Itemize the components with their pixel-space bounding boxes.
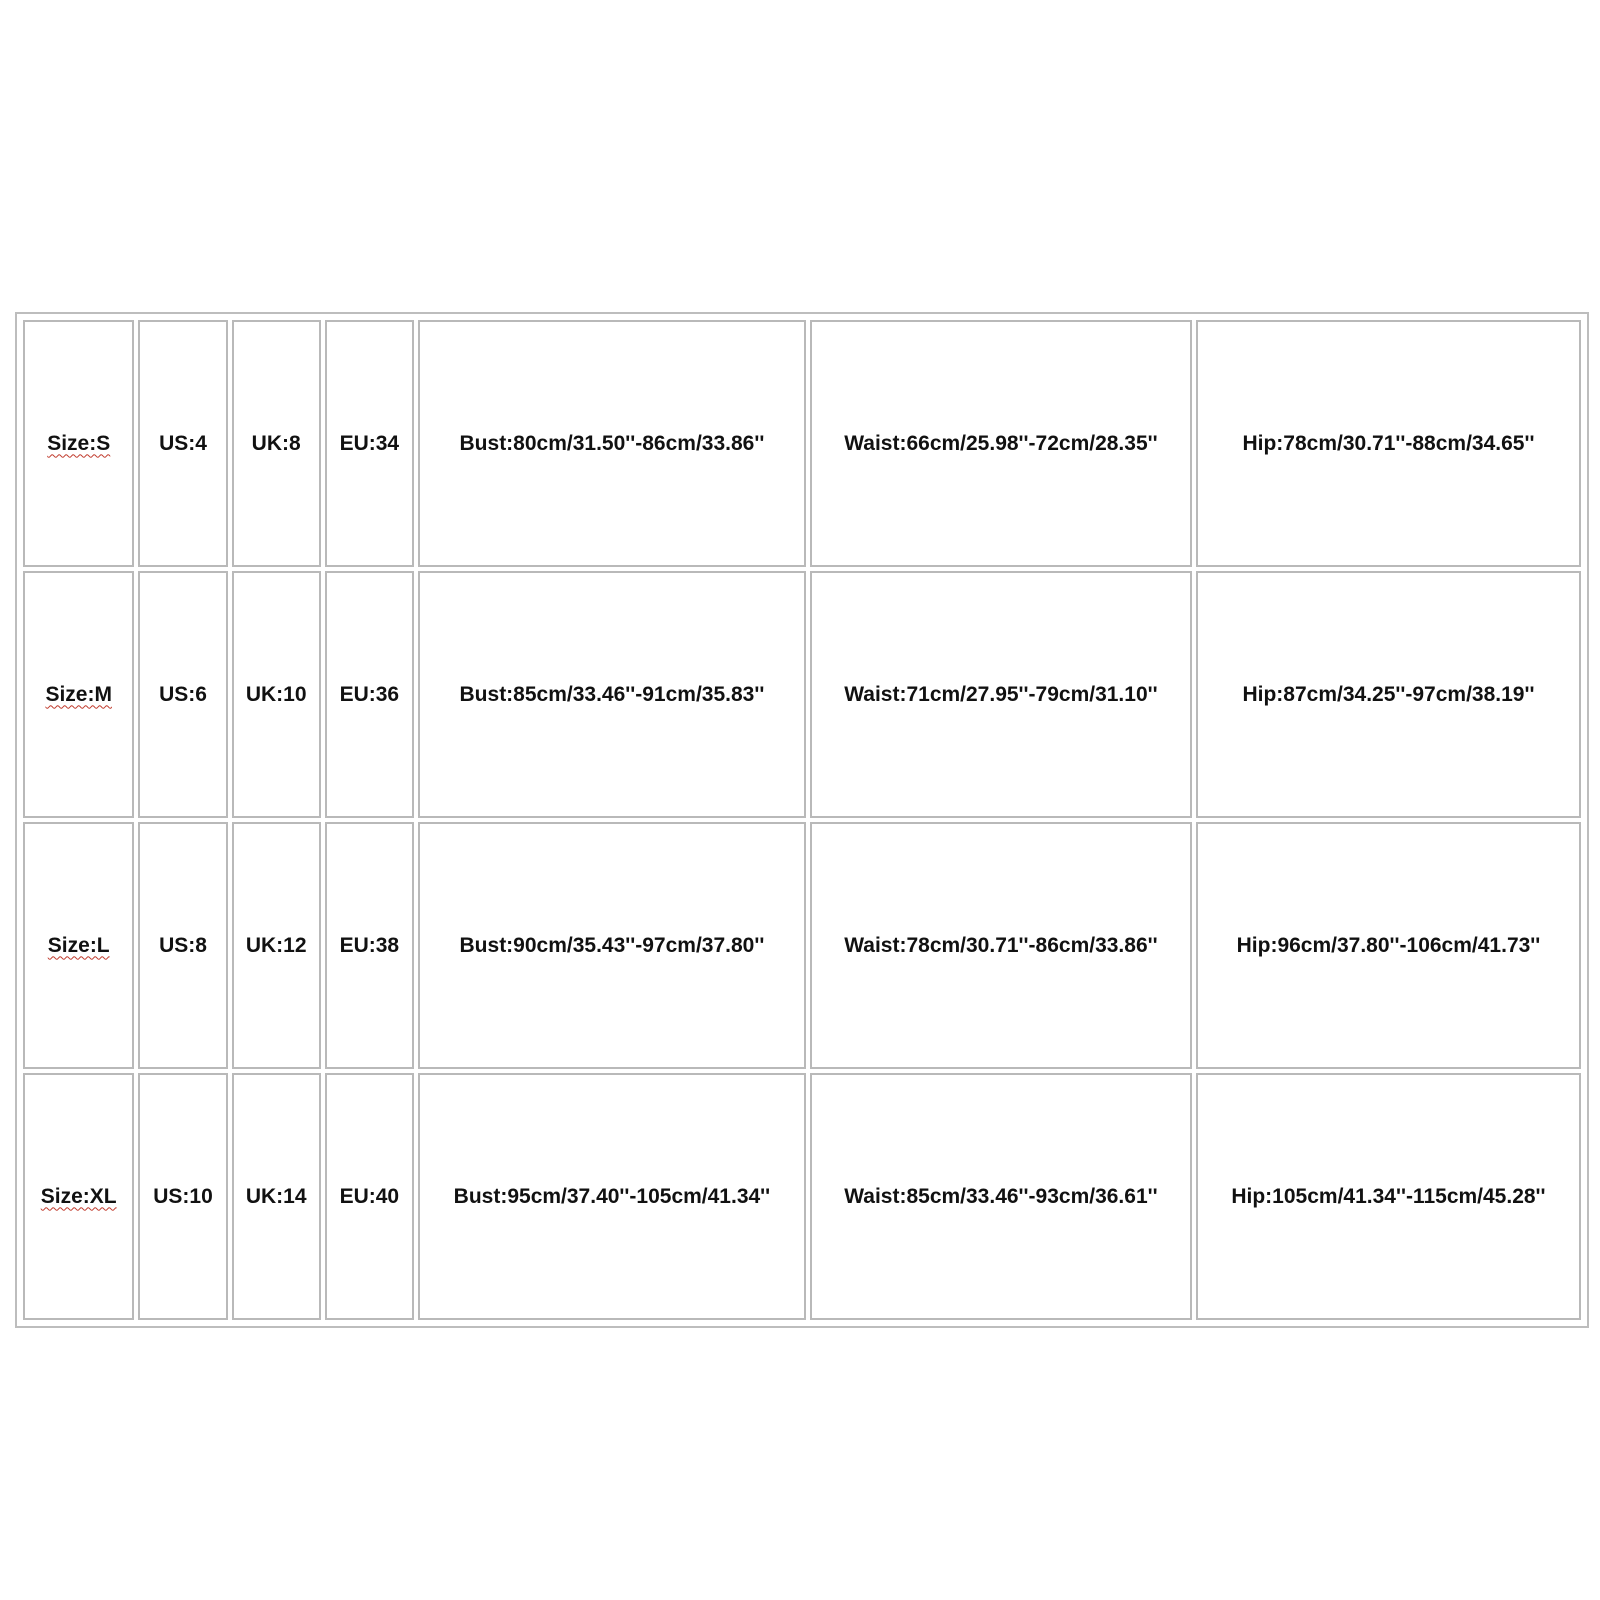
- table-row: [23, 571, 1581, 818]
- bust-cell: Bust:80cm/31.50''-86cm/33.86'': [418, 320, 806, 567]
- hip-cell: Hip:78cm/30.71''-88cm/34.65'': [1196, 320, 1581, 567]
- bust-cell: Bust:85cm/33.46''-91cm/35.83'': [418, 571, 806, 818]
- us-size-cell: US:6: [138, 571, 227, 818]
- uk-size-cell: UK:12: [232, 822, 321, 1069]
- waist-cell: Waist:85cm/33.46''-93cm/36.61'': [810, 1073, 1192, 1320]
- eu-size-cell: EU:40: [325, 1073, 414, 1320]
- eu-size-cell: EU:38: [325, 822, 414, 1069]
- table-row: [23, 320, 1581, 567]
- uk-size-cell: UK:10: [232, 571, 321, 818]
- size-label: Size:M: [45, 682, 112, 706]
- waist-cell: Waist:78cm/30.71''-86cm/33.86'': [810, 822, 1192, 1069]
- size-label: Size:XL: [40, 1184, 117, 1208]
- us-size-cell: US:10: [138, 1073, 227, 1320]
- waist-cell: Waist:71cm/27.95''-79cm/31.10'': [810, 571, 1192, 818]
- eu-size-cell: EU:36: [325, 571, 414, 818]
- size-label: Size:L: [47, 933, 110, 957]
- size-chart-table: [19, 316, 1585, 1324]
- hip-cell: Hip:87cm/34.25''-97cm/38.19'': [1196, 571, 1581, 818]
- waist-cell: Waist:66cm/25.98''-72cm/28.35'': [810, 320, 1192, 567]
- table-row: [23, 1073, 1581, 1320]
- hip-cell: Hip:105cm/41.34''-115cm/45.28'': [1196, 1073, 1581, 1320]
- size-cell: [23, 571, 134, 818]
- bust-cell: Bust:90cm/35.43''-97cm/37.80'': [418, 822, 806, 1069]
- uk-size-cell: UK:14: [232, 1073, 321, 1320]
- us-size-cell: US:8: [138, 822, 227, 1069]
- size-cell: [23, 822, 134, 1069]
- size-cell: [23, 1073, 134, 1320]
- bust-cell: Bust:95cm/37.40''-105cm/41.34'': [418, 1073, 806, 1320]
- size-chart-table-frame: [15, 312, 1589, 1328]
- size-cell: [23, 320, 134, 567]
- table-row: [23, 822, 1581, 1069]
- us-size-cell: US:4: [138, 320, 227, 567]
- uk-size-cell: UK:8: [232, 320, 321, 567]
- hip-cell: Hip:96cm/37.80''-106cm/41.73'': [1196, 822, 1581, 1069]
- size-label: Size:S: [47, 431, 111, 455]
- eu-size-cell: EU:34: [325, 320, 414, 567]
